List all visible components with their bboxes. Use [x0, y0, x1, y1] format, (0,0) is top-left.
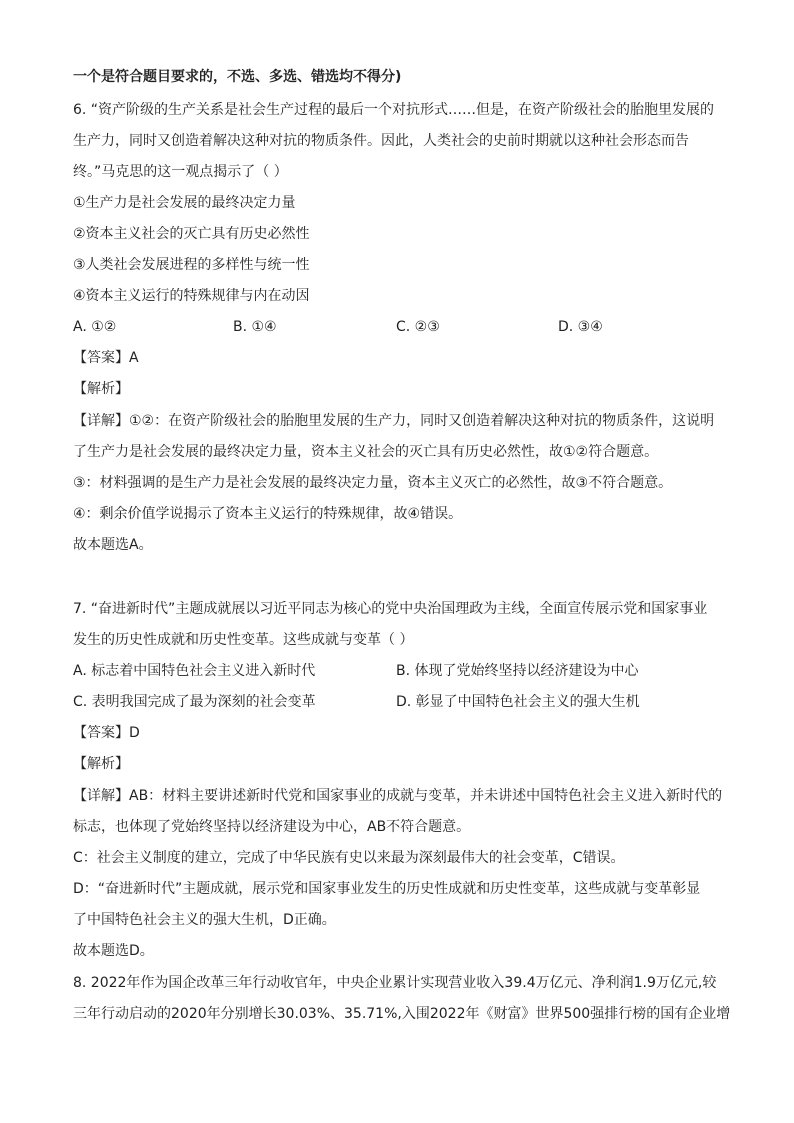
q7-conclusion: 故本题选D。: [73, 943, 154, 959]
q7-stem-line-1: 7. “奋进新时代”主题成就展以习近平同志为核心的党中央治国理政为主线，全面宣传展示党和国家事业: [73, 601, 708, 617]
q7-stem-line-2: 发生的历史性成就和历史性变革。这些成就与变革（ ）: [73, 632, 414, 648]
q6-detail-line-3: ③：材料强调的是生产力是社会发展的最终决定力量，资本主义灭亡的必然性，故③不符合题意。: [73, 475, 673, 491]
q6-item-3: ③人类社会发展进程的多样性与统一性: [73, 257, 310, 273]
q6-option-a: A. ①②: [73, 319, 117, 335]
q6-detail-line-2: 了生产力是社会发展的最终决定力量，资本主义社会的灭亡具有历史必然性，故①②符合题意。: [73, 444, 659, 460]
q7-answer: 【答案】D: [73, 725, 140, 741]
q7-detail-line-1: 【详解】AB：材料主要讲述新时代党和国家事业的成就与变革，并未讲述中国特色社会主义进入新时代的: [73, 788, 723, 804]
q7-detail-line-4: D：“奋进新时代”主题成就，展示党和国家事业发生的历史性成就和历史性变革，这些成就与变革彰显: [73, 881, 701, 897]
q6-option-b: B. ①④: [233, 319, 277, 335]
q7-detail-line-2: 标志，也体现了党始终坚持以经济建设为中心，AB不符合题意。: [73, 819, 471, 835]
q7-option-b: B. 体现了党始终坚持以经济建设为中心: [396, 663, 639, 679]
q8-stem-line-1: 8. 2022年作为国企改革三年行动收官年，中央企业累计实现营业收入39.4万亿元、净利润1.9万亿元,较: [73, 975, 717, 991]
q7-option-d: D. 彰显了中国特色社会主义的强大生机: [396, 694, 640, 710]
q6-stem-line-3: 终。”马克思的这一观点揭示了（ ）: [73, 164, 288, 180]
q6-item-1: ①生产力是社会发展的最终决定力量: [73, 195, 296, 211]
q6-stem-line-2: 生产力，同时又创造着解决这种对抗的物质条件。因此，人类社会的史前时期就以这种社会形态而告: [73, 133, 689, 149]
q6-option-c: C. ②③: [396, 319, 440, 335]
q6-item-2: ②资本主义社会的灭亡具有历史必然性: [73, 226, 310, 242]
q6-option-d: D. ③④: [558, 319, 603, 335]
section-instruction: 一个是符合题目要求的，不选、多选、错选均不得分): [73, 69, 402, 85]
q7-analysis-label: 【解析】: [73, 756, 129, 772]
q6-item-4: ④资本主义运行的特殊规律与内在动因: [73, 288, 310, 304]
q6-analysis-label: 【解析】: [73, 381, 129, 397]
q6-detail-line-4: ④：剩余价值学说揭示了资本主义运行的特殊规律，故④错误。: [73, 506, 463, 522]
q7-detail-line-3: C：社会主义制度的建立，完成了中华民族有史以来最为深刻最伟大的社会变革，C错误。: [73, 850, 625, 866]
q6-answer: 【答案】A: [73, 350, 139, 366]
q7-option-c: C. 表明我国完成了最为深刻的社会变革: [73, 694, 316, 710]
q7-option-a: A. 标志着中国特色社会主义进入新时代: [73, 663, 316, 679]
q8-stem-line-2: 三年行动启动的2020年分别增长30.03%、35.71%,入围2022年《财富》世界500强排行榜的国有企业增: [73, 1006, 731, 1022]
q6-stem-line-1: 6. “资产阶级的生产关系是社会生产过程的最后一个对抗形式……但是，在资产阶级社会的胎胞里发展的: [73, 102, 715, 118]
q6-detail-line-1: 【详解】①②：在资产阶级社会的胎胞里发展的生产力，同时又创造着解决这种对抗的物质条件，这说明: [73, 413, 715, 429]
q7-detail-line-5: 了中国特色社会主义的强大生机，D正确。: [73, 912, 336, 928]
q6-conclusion: 故本题选A。: [73, 537, 153, 553]
